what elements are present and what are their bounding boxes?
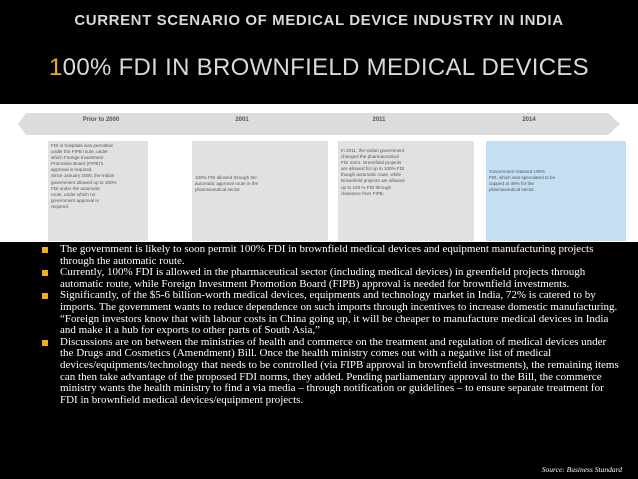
bullet-item <box>60 267 620 290</box>
bullet-text: The government is likely to soon permit 100% FDI in brownfield medical devices and equipment manufacturing projects through the automatic route. <box>60 243 594 267</box>
bullet-text: Currently, 100% FDI is allowed in the pharmaceutical sector (including medical devices) in greenfield projects through automatic route, while Foreign Investment Promotion Board (FIPB) approval is needed for brownfield investments. <box>60 266 586 290</box>
timeline-year-prior-2000: Prior to 2000 <box>82 117 120 123</box>
square-bullet-icon <box>42 340 48 346</box>
source-caption: Source: Business Standard <box>541 465 622 474</box>
bullet-item <box>60 244 620 267</box>
bullet-item <box>60 337 620 407</box>
slide-subtitle <box>0 54 638 82</box>
bullet-item <box>60 290 620 336</box>
bullet-text: Significantly, of the $5-6 billion-worth medical devices, equipments and technology market in India, 72% is catered to by imports. The government wants to reduce dependence on such imports through incentives to increase domestic manufacturing. “Foreign investors know that with labour costs in China going up, it will be cheaper to manufacture medical devices in India and make it a hub for exports to other parts of South Asia,” <box>60 289 618 337</box>
bullet-text: Discussions are on between the ministries of health and commerce on the treatment and regulation of medical devices under the Drugs and Cosmetics (Amendment) Bill. Once the health ministry comes out with a negative list of medical devices/equipments/technology that needs to be controlled (via FIPB approval in brownfield investments), the remaining items can then take advantage of the proposed FDI norms, they added. Pending parliamentary approval to the Bill, the commerce ministry wants the health ministry to find a via media – through notification or guidelines – to ensure separate treatment for FDI in brownfield medical devices/equipment projects. <box>60 335 619 406</box>
timeline-year-2001: 2001 <box>235 117 249 123</box>
timeline-graphic <box>0 104 638 242</box>
timeline-year-2014: 2014 <box>522 117 536 123</box>
timeline-box-2014: Government retained 100% FDI, which was speculated to be capped at 49% for the pharmaceutical sector. <box>486 141 626 241</box>
timeline-box-2011: In 2011, the Indian government changed the pharmaceutical FDI norm. Greenfield projects are allowed for up to 100% FDI though automatic route, while Brownfield projects are allowed up to 100 % FDI through clearance from FIPB. <box>338 141 474 241</box>
timeline-box-prior-2000: FDI in hospitals was permitted under the FIPB route, under which Foreign Investment Promotion Board (FIPB)'s approval is required. Since January 2000, the Indian government allowed up to 100% FDI under the automatic route, under which no government approval is required. <box>48 141 148 241</box>
timeline-year-2011: 2011 <box>372 117 386 123</box>
square-bullet-icon <box>42 293 48 299</box>
square-bullet-icon <box>42 247 48 253</box>
timeline-box-2001: 100% FDI allowed through the automatic approval route in the pharmaceutical sector <box>192 141 328 241</box>
subtitle-text: 00% FDI IN BROWNFIELD MEDICAL DEVICES <box>62 54 589 81</box>
bullet-list <box>60 244 620 406</box>
square-bullet-icon <box>42 270 48 276</box>
subtitle-accent-digit: 1 <box>49 54 63 81</box>
slide-title: CURRENT SCENARIO OF MEDICAL DEVICE INDUSTRY IN INDIA <box>74 12 564 29</box>
